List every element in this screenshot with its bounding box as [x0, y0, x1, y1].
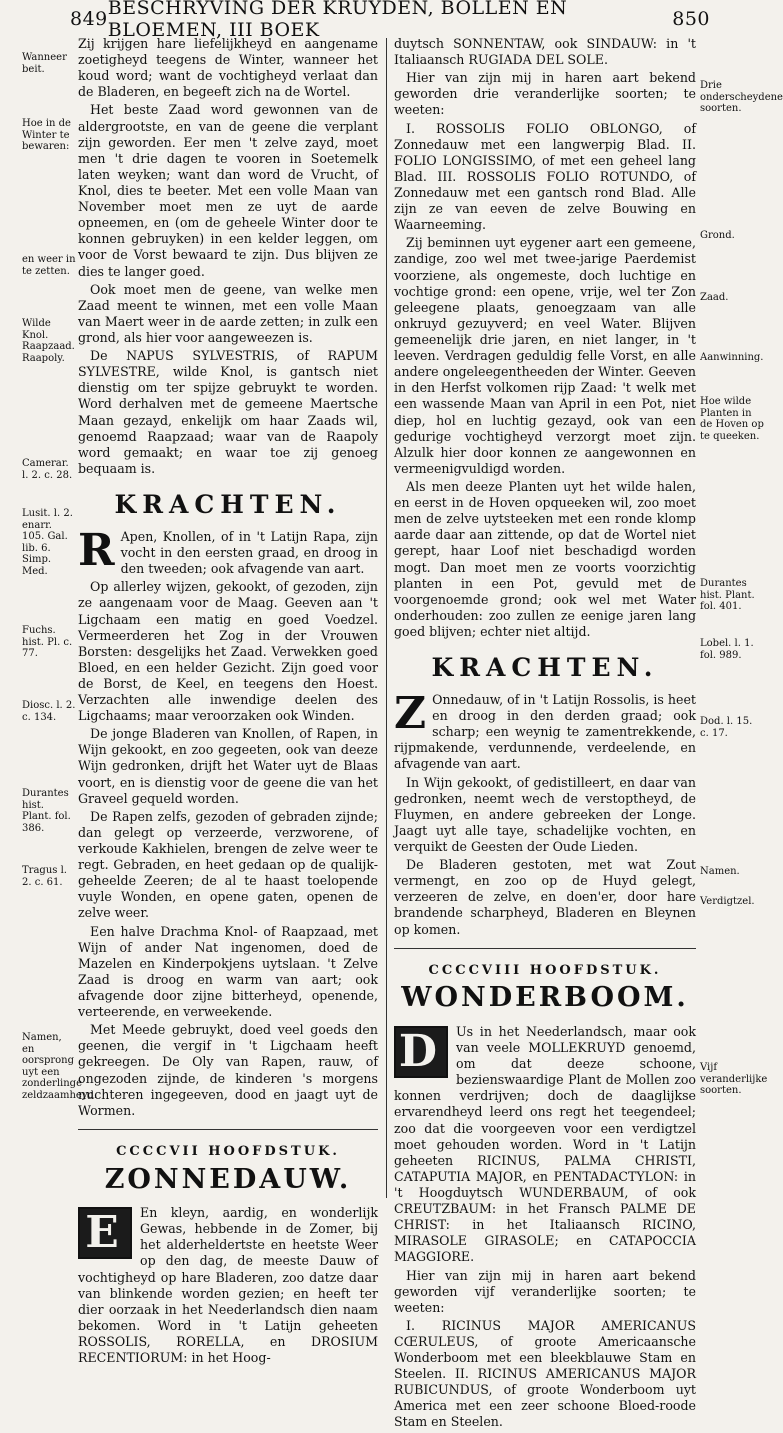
- margin-note-left: Wanneer beit.: [22, 52, 67, 75]
- paragraph: Een halve Drachma Knol- of Raapzaad, met Wijn of ander Nat ingenomen, doed de Mazelen en Kinderpokjens uytslaan. 't Zelve Zaad is droog en warm van aart; ook afvagende door zijne bitterheyd, openende, verteerende, en verweekende.: [78, 923, 378, 1020]
- paragraph: [78, 524, 378, 577]
- chapter-number: CCCCVIII HOOFDSTUK.: [428, 962, 662, 978]
- paragraph: Ook moet men de geene, van welke men Zaad meent te winnen, met een volle Maan van Maert weer in de aarde zetten; in zulk een grond, als hier voor aangeweezen is.: [78, 281, 378, 345]
- margin-note-right: Dod. l. 15. c. 17.: [700, 716, 753, 739]
- paragraph: [394, 688, 696, 773]
- running-title: BESCHRYVING DER KRUYDEN, BOLLEN EN BLOEMEN, III BOEK: [107, 0, 568, 41]
- paragraph: Zij beminnen uyt eygener aart een gemeene, zandige, zoo wel met twee-jarige Paerdemist voorziene, als ongemeste, doch luchtige en vochtige grond: een opene, vrije, wel ter Zon geleegene plaats, genoegzaam van alle onkruyd gezuyverd; en veel Water. Blijven gemeenelijk drie jaren, en niet langer, in 't leeven. Verdragen geduldig felle Vorst, en alle andere ongeleegentheeden der Winter. Geeven in den Herfst volkomen rijp Zaad: 't welk met een wassende Maan van April in een Pot, niet diep, hol en luchtig gezayd, ook van een gedurige vochtigheyd verzorgt moet zijn. Alzulk hier door konnen ze aangewonnen en vermeenigvuldigd worden.: [394, 235, 696, 476]
- paragraph: De NAPUS SYLVESTRIS, of RAPUM SYLVESTRE, wilde Knol, is gantsch niet dienstig om ter spijze gebruykt te worden. Word derhalven met de gemeene Maertsche Maan gezayd, enkelijk om haar Zaads wil, genoemd Raapzaad; waar van de Raapoly word gemaakt; en waar toe zij genoeg bequaam is.: [78, 348, 378, 476]
- right-column: [394, 36, 696, 1433]
- section-rule: [78, 1129, 378, 1130]
- margin-note-right: Durantes hist. Plant. fol. 401.: [700, 578, 755, 612]
- paragraph: Op allerley wijzen, gekookt, of gezoden, zijn ze aangenaam voor de Maag. Geeven aan 't Ligchaam een matig en goed Voedzel. Vermeerderen het Zog in der Vrouwen Borsten: desgelijks het Zaad. Verwekken goed Bloed, en een helder Gezicht. Zijn goed voor de Borst, de Keel, en teegens den Hoest. Verzachten alle inwendige deelen des Ligchaams; maar veroorzaken ook Winden.: [78, 579, 378, 724]
- paragraph: De jonge Bladeren van Knollen, of Rapen, in Wijn gekookt, en zoo gegeeten, ook van deeze Wijn gedronken, drijft het Water uyt de Blaas voort, en is dienstig voor de geene die van het Graveel gequeld worden.: [78, 726, 378, 806]
- paragraph: I. RICINUS MAJOR AMERICANUS CŒRULEUS, of groote Americaansche Wonderboom met een bleekblauwe Stam en Steelen. II. RICINUS AMERICANUS MAJOR RUBICUNDUS, of groote Wonderboom uyt America met een zeer schoone Bloed-roode Stam en Steelen.: [394, 1317, 696, 1430]
- chapter-number: CCCCVII HOOFDSTUK.: [116, 1143, 340, 1159]
- margin-note-left: Camerar. l. 2. c. 28.: [22, 458, 73, 481]
- chapter-title: WONDERBOOM.: [401, 982, 689, 1014]
- margin-note-left: Hoe in de Winter te bewaren:: [22, 118, 71, 152]
- column-divider: [386, 38, 387, 1198]
- ornamental-drop-cap: D: [394, 1026, 448, 1078]
- paragraph: Hier van zijn mij in haren aart bekend geworden vijf veranderlijke soorten; te weeten:: [394, 1267, 696, 1315]
- paragraph: [78, 1205, 378, 1366]
- margin-note-right: Lobel. l. 1. fol. 989.: [700, 638, 754, 661]
- margin-note-left: Durantes hist. Plant. fol. 386.: [22, 788, 71, 834]
- margin-note-left: Fuchs. hist. Pl. c. 77.: [22, 625, 73, 659]
- left-page-number: 849: [70, 8, 108, 30]
- margin-note-right: Hoe wilde Planten in de Hoven op te queeken.: [700, 396, 764, 442]
- margin-note-right: Namen.: [700, 866, 740, 877]
- paragraph: Als men deeze Planten uyt het wilde halen, en eerst in de Hoven opqueeken wil, zoo moet men de zelve uytsteeken met een ronde klomp aarde daar aan zittende, op dat de Wortel niet gerept, haar Loof niet beschadigd worden mogt. Dan moet men ze voorts voorzichtig planten in een Pot, gevuld met de voorgenoemde grond; ook wel met Water onderhouden: zoo zullen ze eenige jaren lang goed blijven; echter niet altijd.: [394, 478, 696, 639]
- margin-note-right: Verdigtzel.: [700, 896, 755, 907]
- ornamental-drop-cap: E: [78, 1207, 132, 1259]
- paragraph: Het beste Zaad word gewonnen van de aldergrootste, en van de geene die verplant zijn geworden. Eer men 't zelve zayd, moet men 't drie dagen te vooren in Soetemelk laten weyken; want dan word de Vrucht, of Knol, dies te beeter. Met een volle Maan van November moet men ze uyt de aarde opneemen, en (om de geheele Winter door te konnen gebruyken) in een kelder leggen, om voor de Vorst bewaard te zijn. Dus blijven ze dies te langer goed.: [78, 102, 378, 279]
- page-header: [70, 0, 710, 41]
- drop-cap: R: [78, 524, 115, 576]
- paragraph: De Bladeren gestoten, met wat Zout vermengt, en zoo op de Huyd gelegt, verzeeren de zelve, en doen'er, door hare brandende scharpheyd, Bladeren en Bleynen op komen.: [394, 857, 696, 937]
- margin-note-left: Namen, en oorsprong uyt een zonderlinge zeldzaamheyd.: [22, 1032, 98, 1101]
- paragraph-text: Apen, Knollen, of in 't Latijn Rapa, zijn vocht in den eersten graad, en droog in den tweeden; ook afvagende van aart.: [120, 528, 378, 577]
- margin-note-left: Tragus l. 2. c. 61.: [22, 865, 67, 888]
- paragraph-text: Us in het Neederlandsch, maar ook van veele MOLLEKRUYD genoemd, om dat deeze schoone, bezienswaardige Plant de Mollen zoo konnen verdrijven; doch de daaglijkse ervarendheyd leerd ons regt het teegendeel; zoo dat die voorgeeven voor een verdigtzel moet gehouden worden. Word in 't Latijn geheeten RICINUS, PALMA CHRISTI, CATAPUTIA MAJOR, en PENTADACTYLON: in 't Hoogduytsch WUNDERBAUM, of ook CREUTZBAUM: in het Fransch PALME DE CHRIST: in het Italiaansch RICINO, MIRASOLE GIRASOLE; en CATAPOCCIA MAGGIORE.: [394, 1023, 696, 1265]
- paragraph: Met Meede gebruykt, doed veel goeds den geenen, die vergif in 't Ligchaam heeft gekreegen. De Oly van Rapen, rauw, of ongezoden zijnde, de kinderen 's morgens nuchteren ingegeeven, dood en jaagt uyt de Wormen.: [78, 1022, 378, 1118]
- paragraph-text: En kleyn, aardig, en wonderlijk Gewas, hebbende in de Zomer, bij het alderheldertste en heetste Weer op den dag, de meeste Dauw of vochtigheyd op hare Bladeren, zoo datze daar van blinkende worden gezien; en heeft ter dier oorzaak in het Neederlandsch dien naam bekomen. Word in 't Latijn geheeten ROSSOLIS, RORELLA, en DROSIUM RECENTIORUM: in het Hoog-: [78, 1205, 378, 1366]
- paragraph: Hier van zijn mij in haren aart bekend geworden drie veranderlijke soorten; te weeten:: [394, 70, 696, 118]
- chapter-title: ZONNEDAUW.: [104, 1163, 352, 1195]
- margin-note-left: Wilde Knol. Raapzaad. Raapoly.: [22, 318, 75, 364]
- margin-note-left: Diosc. l. 2. c. 134.: [22, 700, 76, 723]
- margin-note-right: Aanwinning.: [700, 352, 764, 363]
- paragraph: I. ROSSOLIS FOLIO OBLONGO, of Zonnedauw met een langwerpig Blad. II. FOLIO LONGISSIMO, of met een geheel lang Blad. III. ROSSOLIS FOLIO ROTUNDO, of Zonnedauw met een gantsch rond Blad. Alle zijn ze van eeven de zelve Bouwing en Waarneeming.: [394, 120, 696, 233]
- paragraph: In Wijn gekookt, of gedistilleert, en daar van gedronken, neemt wech de verstoptheyd, de Fluymen, en andere gebreeken der Longe. Jaagt uyt alle taye, schadelijke vochten, en verquikt de Geesten der Oude Lieden.: [394, 774, 696, 855]
- right-page-number: 850: [672, 8, 710, 30]
- section-rule: [394, 948, 696, 949]
- paragraph: duytsch SONNENTAW, ook SINDAUW: in 't Italiaansch RUGIADA DEL SOLE.: [394, 36, 696, 68]
- drop-cap: Z: [394, 688, 427, 740]
- paragraph: [394, 1024, 696, 1266]
- margin-note-right: Zaad.: [700, 292, 729, 303]
- paragraph: Zij krijgen hare liefelijkheyd en aangename zoetigheyd teegens de Winter, wanneer het koud word; want de vochtigheyd verlaat dan de Bladeren, en begeeft zich na de Wortel.: [78, 36, 378, 100]
- margin-note-right: Drie onderscheydene soorten.: [700, 80, 783, 114]
- section-heading: KRACHTEN.: [431, 653, 659, 683]
- paragraph: De Rapen zelfs, gezoden of gebraden zijnde; dan gelegt op verzeerde, verzworene, of verkoude Kakhielen, brengen de zelve weer te regt. Gebraden, en heet gedaan op de qualijk-geheelde Zeeren; de al te haast toelopende vuyle Wonden, en opene gaten, openen de zelve weer.: [78, 808, 378, 921]
- section-heading: KRACHTEN.: [114, 489, 342, 519]
- margin-note-left: en weer in te zetten.: [22, 254, 76, 277]
- left-column: [78, 36, 378, 1368]
- paragraph-text: Onnedauw, of in 't Latijn Rossolis, is heet en droog in den derden graad; ook scharp; een weynig te zamentrekkende, rijpmakende, verdunnende, verdeelende, en afvagende van aart.: [394, 692, 696, 772]
- margin-note-left: Lusit. l. 2. enarr. 105. Gal. lib. 6. Simp. Med.: [22, 508, 73, 577]
- margin-note-right: Vijf veranderlijke soorten.: [700, 1062, 768, 1096]
- margin-note-right: Grond.: [700, 230, 735, 241]
